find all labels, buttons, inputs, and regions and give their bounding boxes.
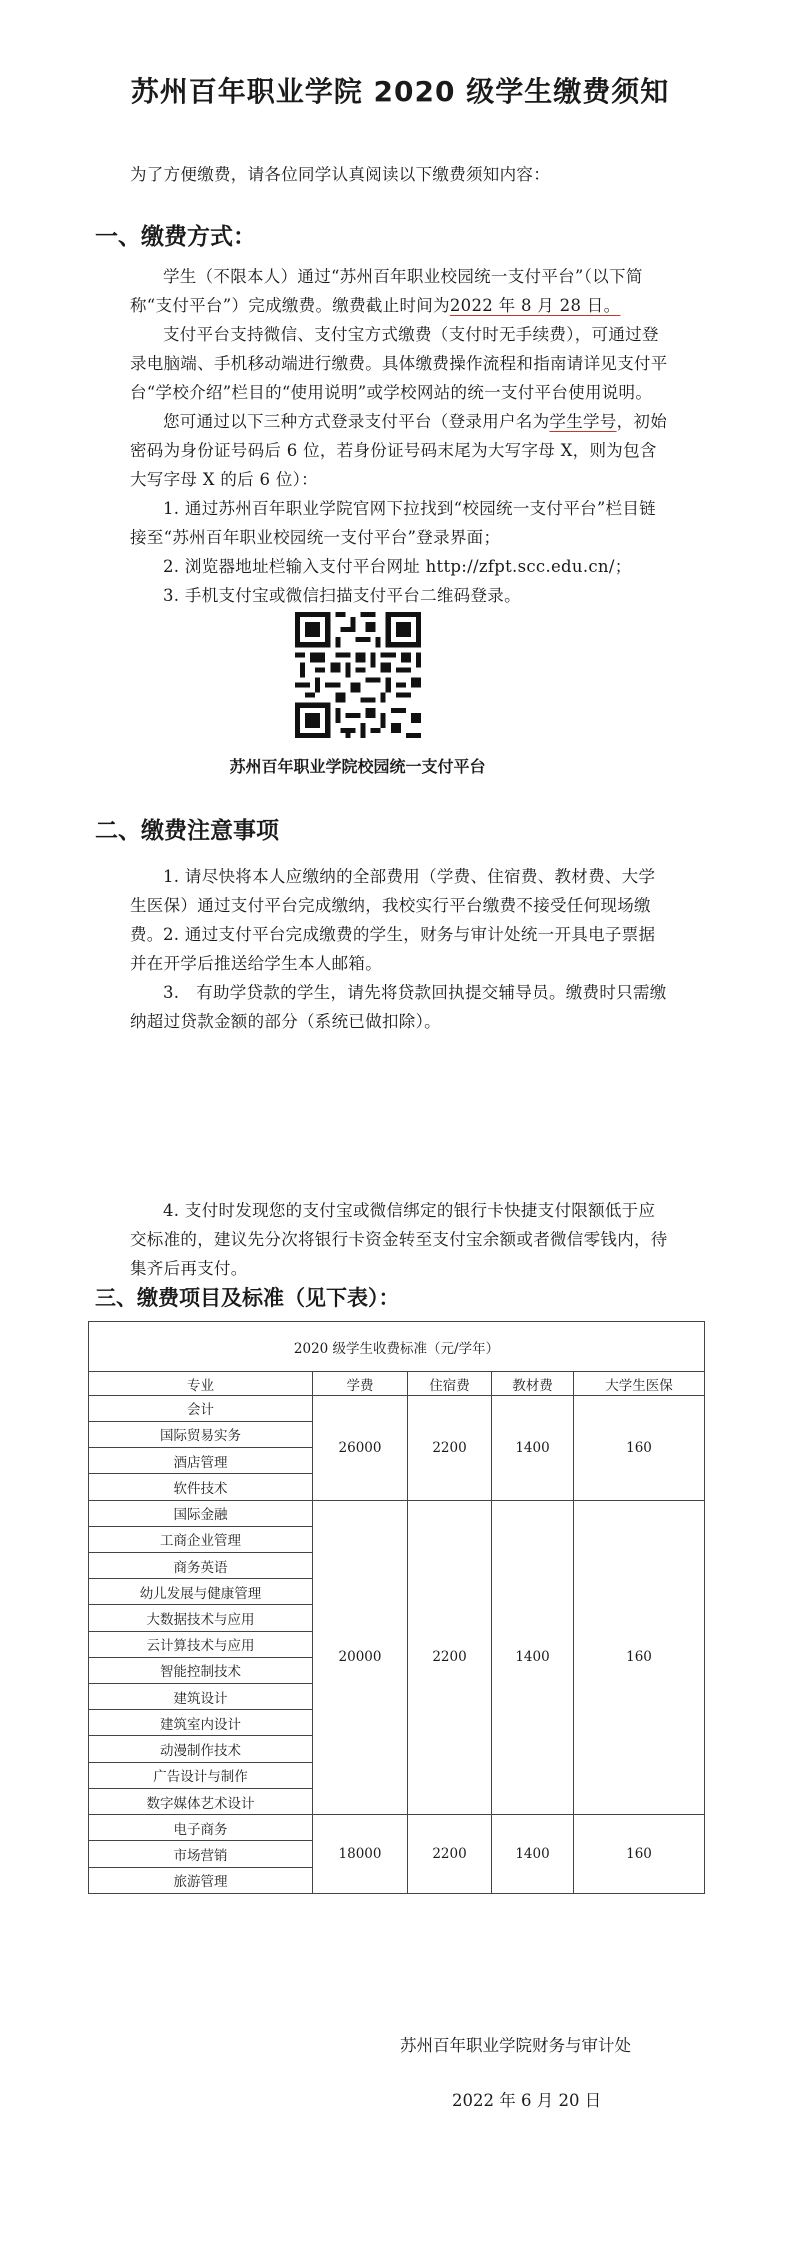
major-cell: 广告设计与制作 xyxy=(89,1762,313,1788)
major-cell: 工商企业管理 xyxy=(89,1526,313,1552)
major-cell: 数字媒体艺术设计 xyxy=(89,1788,313,1814)
table-title: 2020 级学生收费标准（元/学年） xyxy=(89,1322,705,1372)
login-method-3: 3. 手机支付宝或微信扫描支付平台二维码登录。 xyxy=(163,586,521,605)
books-cell: 1400 xyxy=(492,1395,574,1500)
section1-p3-text-b: ，初始密码为身份证号码后 6 位，若身份证号码末尾为大写字母 X，则为包含大写字母 X 的后 6 位）： xyxy=(130,412,668,489)
fee-standard-table xyxy=(88,1321,705,1894)
section1-p1-text: 学生（不限本人）通过“苏州百年职业校园统一支付平台”（以下简称“支付平台”）完成缴费。缴费截止时间为 xyxy=(130,267,643,315)
major-cell: 动漫制作技术 xyxy=(89,1736,313,1762)
login-method-1: 1. 通过苏州百年职业学院官网下拉找到“校园统一支付平台”栏目链接至“苏州百年职业校园统一支付平台”登录界面； xyxy=(130,499,656,547)
major-cell: 国际贸易实务 xyxy=(89,1421,313,1447)
major-cell: 大数据技术与应用 xyxy=(89,1605,313,1631)
notice-item-3: 3. 有助学贷款的学生，请先将贷款回执提交辅导员。缴费时只需缴纳超过贷款金额的部分（系统已做扣除）。 xyxy=(130,983,667,1031)
section3-heading: 三、缴费项目及标准（见下表）： xyxy=(95,1286,400,1310)
payment-deadline: 2022 年 8 月 28 日。 xyxy=(449,296,621,315)
section2-heading: 二、缴费注意事项 xyxy=(95,818,279,844)
books-cell: 1400 xyxy=(492,1815,574,1894)
insurance-cell: 160 xyxy=(574,1500,705,1815)
header-tuition: 学费 xyxy=(313,1372,408,1395)
tuition-cell: 20000 xyxy=(313,1500,408,1815)
header-books: 教材费 xyxy=(492,1372,574,1395)
insurance-cell: 160 xyxy=(574,1395,705,1500)
insurance-cell: 160 xyxy=(574,1815,705,1894)
major-cell: 商务英语 xyxy=(89,1552,313,1578)
major-cell: 会计 xyxy=(89,1395,313,1421)
major-cell: 旅游管理 xyxy=(89,1867,313,1893)
major-cell: 国际金融 xyxy=(89,1500,313,1526)
tuition-cell: 26000 xyxy=(313,1395,408,1500)
login-method-2: 2. 浏览器地址栏输入支付平台网址 http://zfpt.scc.edu.cn/； xyxy=(163,557,632,576)
notice-item-2: 2. 通过支付平台完成缴费的学生，财务与审计处统一开具电子票据并在开学后推送给学生本人邮箱。 xyxy=(130,925,656,973)
major-cell: 酒店管理 xyxy=(89,1448,313,1474)
issue-date: 2022 年 6 月 20 日 xyxy=(452,2091,602,2110)
lodging-cell: 2200 xyxy=(408,1815,492,1894)
major-cell: 幼儿发展与健康管理 xyxy=(89,1579,313,1605)
tuition-cell: 18000 xyxy=(313,1815,408,1894)
header-insurance: 大学生医保 xyxy=(574,1372,705,1395)
issuer-signature: 苏州百年职业学院财务与审计处 xyxy=(400,2036,631,2055)
major-cell: 建筑室内设计 xyxy=(89,1710,313,1736)
major-cell: 建筑设计 xyxy=(89,1684,313,1710)
major-cell: 软件技术 xyxy=(89,1474,313,1500)
intro-text: 为了方便缴费，请各位同学认真阅读以下缴费须知内容： xyxy=(130,165,550,184)
page-title: 苏州百年职业学院 2020 级学生缴费须知 xyxy=(130,75,670,108)
payment-qr-code-icon[interactable] xyxy=(295,612,421,738)
lodging-cell: 2200 xyxy=(408,1500,492,1815)
major-cell: 电子商务 xyxy=(89,1815,313,1841)
qr-code-caption: 苏州百年职业学院校园统一支付平台 xyxy=(229,757,486,776)
login-username: 学生学号 xyxy=(549,412,617,431)
section1-paragraph1 xyxy=(130,262,670,320)
major-cell: 智能控制技术 xyxy=(89,1657,313,1683)
notice-item-1: 1. 请尽快将本人应缴纳的全部费用（学费、住宿费、教材费、大学生医保）通过支付平台完成缴纳，我校实行平台缴费不接受任何现场缴费。 xyxy=(130,867,656,944)
header-lodging: 住宿费 xyxy=(408,1372,492,1395)
lodging-cell: 2200 xyxy=(408,1395,492,1500)
major-cell: 市场营销 xyxy=(89,1841,313,1867)
section1-paragraph3 xyxy=(130,407,670,494)
header-major: 专业 xyxy=(89,1372,313,1395)
major-cell: 云计算技术与应用 xyxy=(89,1631,313,1657)
section1-heading: 一、缴费方式： xyxy=(95,224,256,250)
notice-item-4: 4. 支付时发现您的支付宝或微信绑定的银行卡快捷支付限额低于应交标准的，建议先分次将银行卡资金转至支付宝余额或者微信零钱内，待集齐后再支付。 xyxy=(130,1201,668,1278)
section1-paragraph2: 支付平台支持微信、支付宝方式缴费（支付时无手续费），可通过登录电脑端、手机移动端进行缴费。具体缴费操作流程和指南请详见支付平台“学校介绍”栏目的“使用说明”或学校网站的统一支付平台使用说明。 xyxy=(130,325,668,402)
section1-p3-text-a: 您可通过以下三种方式登录支付平台（登录用户名为 xyxy=(163,412,550,431)
books-cell: 1400 xyxy=(492,1500,574,1815)
